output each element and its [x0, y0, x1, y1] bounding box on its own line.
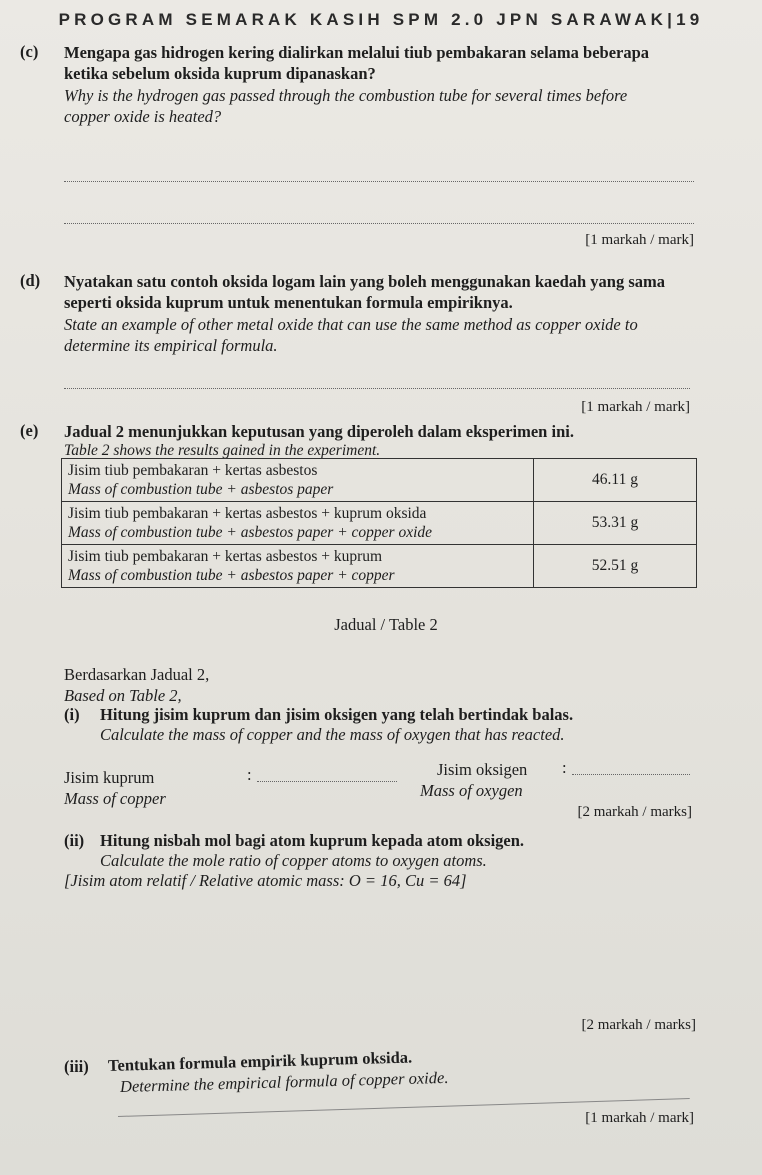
question-c-english-line-2: copper oxide is heated?: [64, 107, 222, 126]
question-c-malay-line-2: ketika sebelum oksida kuprum dipanaskan?: [64, 64, 376, 83]
question-d-malay-line-1: Nyatakan satu contoh oksida logam lain yang boleh menggunakan kaedah yang sama: [64, 272, 666, 291]
part-iii-label: (iii): [64, 1057, 89, 1076]
results-table: [61, 458, 697, 588]
mass-oxygen-colon: :: [562, 758, 567, 777]
question-d-mark: [1 markah / mark]: [581, 399, 690, 415]
table-cell-description: [62, 459, 534, 502]
row-english-text: Mass of combustion tube + asbestos paper + copper: [68, 567, 395, 584]
part-i-english: Calculate the mass of copper and the mass of oxygen that has reacted.: [100, 725, 565, 744]
table-cell-value: 52.51 g: [534, 545, 697, 588]
mass-oxygen-malay-label: Jisim oksigen: [437, 760, 528, 779]
mass-copper-malay-label: Jisim kuprum: [64, 768, 155, 787]
mass-copper-answer-field[interactable]: [257, 781, 397, 782]
table-cell-value: 53.31 g: [534, 502, 697, 545]
table-row: [62, 459, 697, 502]
answer-line-c-1[interactable]: [64, 181, 694, 182]
row-english-text: Mass of combustion tube + asbestos paper + copper oxide: [68, 524, 433, 541]
table-row: [62, 502, 697, 545]
part-ii-mark: [2 markah / marks]: [581, 1017, 696, 1033]
relative-atomic-mass-note: [Jisim atom relatif / Relative atomic mass: O = 16, Cu = 64]: [64, 871, 467, 890]
part-iii-english: Determine the empirical formula of copper oxide.: [119, 1067, 449, 1096]
question-c-english-line-1: Why is the hydrogen gas passed through the combustion tube for several times before: [64, 86, 628, 105]
row-malay-text: Jisim tiub pembakaran + kertas asbestos + kuprum oksida: [68, 505, 427, 522]
question-d-malay-line-2: seperti oksida kuprum untuk menentukan formula empiriknya.: [64, 293, 513, 312]
part-iii-mark: [1 markah / mark]: [585, 1110, 694, 1126]
part-i-malay: Hitung jisim kuprum dan jisim oksigen yang telah bertindak balas.: [100, 705, 574, 724]
question-c-label: (c): [20, 42, 39, 61]
mass-copper-colon: :: [247, 765, 252, 784]
table-caption: Jadual / Table 2: [334, 615, 438, 634]
part-ii-working-space[interactable]: [64, 896, 694, 1006]
question-c-mark: [1 markah / mark]: [585, 232, 694, 248]
row-malay-text: Jisim tiub pembakaran + kertas asbestos: [68, 462, 318, 479]
mass-copper-english-label: Mass of copper: [64, 789, 166, 808]
table-cell-description: [62, 545, 534, 588]
mass-oxygen-english-label: Mass of oxygen: [420, 781, 523, 800]
question-d-english-line-2: determine its empirical formula.: [64, 336, 278, 355]
part-i-label: (i): [64, 705, 80, 724]
part-ii-malay: Hitung nisbah mol bagi atom kuprum kepada atom oksigen.: [100, 831, 525, 850]
part-i-mark: [2 markah / marks]: [577, 804, 692, 820]
mass-oxygen-answer-field[interactable]: [572, 774, 690, 775]
question-d-english-line-1: State an example of other metal oxide that can use the same method as copper oxide to: [64, 315, 638, 334]
question-e-english-intro: Table 2 shows the results gained in the experiment.: [64, 442, 381, 459]
part-ii-label: (ii): [64, 831, 85, 850]
question-e-label: (e): [20, 421, 39, 440]
row-english-text: Mass of combustion tube + asbestos paper: [68, 481, 334, 498]
based-on-english: Based on Table 2,: [64, 686, 182, 705]
part-ii-english: Calculate the mole ratio of copper atoms to oxygen atoms.: [100, 851, 487, 870]
page-header: PROGRAM SEMARAK KASIH SPM 2.0 JPN SARAWAK|19: [58, 10, 704, 29]
answer-line-c-2[interactable]: [64, 223, 694, 224]
question-d-label: (d): [20, 271, 41, 290]
question-c-malay-line-1: Mengapa gas hidrogen kering dialirkan melalui tiub pembakaran selama beberapa: [64, 43, 650, 62]
row-malay-text: Jisim tiub pembakaran + kertas asbestos + kuprum: [68, 548, 383, 565]
table-cell-value: 46.11 g: [534, 459, 697, 502]
table-row: [62, 545, 697, 588]
part-iii-malay: Tentukan formula empirik kuprum oksida.: [107, 1047, 413, 1075]
answer-line-d[interactable]: [64, 388, 690, 389]
based-on-malay: Berdasarkan Jadual 2,: [64, 665, 210, 684]
table-cell-description: [62, 502, 534, 545]
question-e-malay-intro: Jadual 2 menunjukkan keputusan yang diperoleh dalam eksperimen ini.: [64, 422, 574, 441]
